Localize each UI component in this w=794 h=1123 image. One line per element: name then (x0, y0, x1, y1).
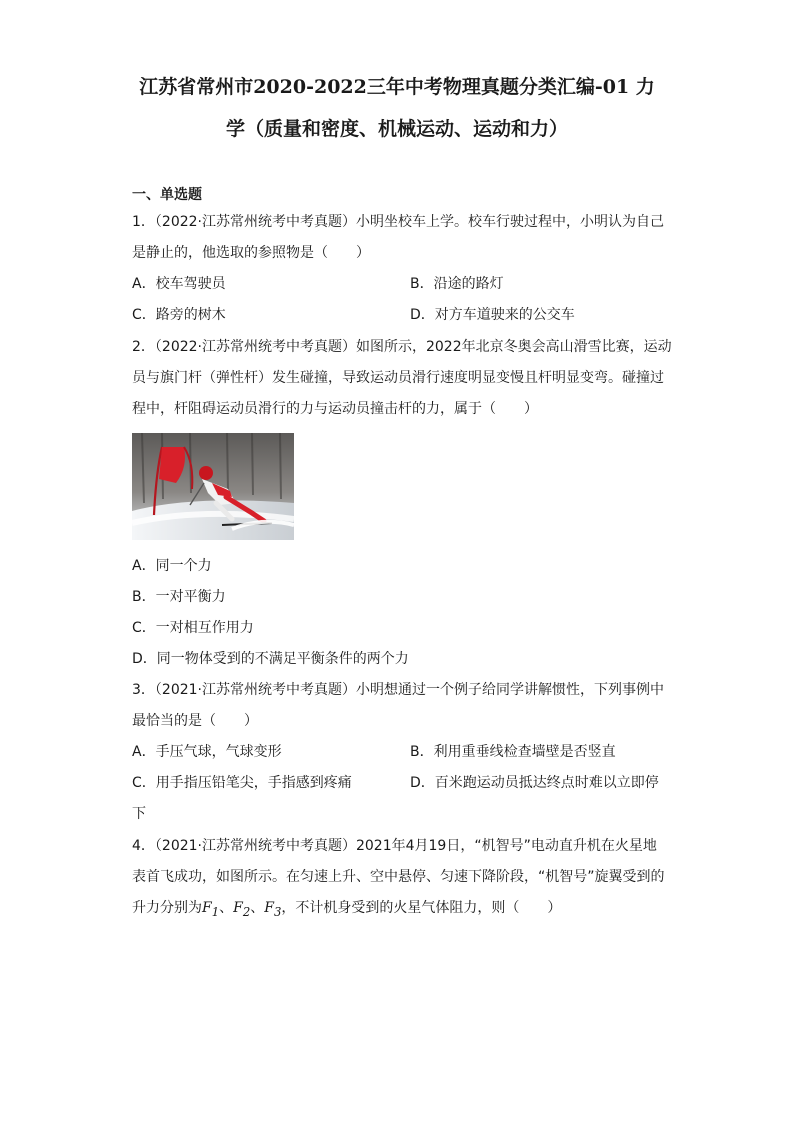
q2-option-d: D．同一物体受到的不满足平衡条件的两个力 (132, 651, 409, 667)
q4-stem-line-1: 4．（2021·江苏常州统考中考真题）2021年4月19日，“机智号”电动直升机在火星地 (132, 838, 657, 854)
q2-stem-line-2: 员与旗门杆（弹性杆）发生碰撞，导致运动员滑行速度明显变慢且杆明显变弯。碰撞过 (132, 370, 664, 386)
q1-option-a: A．校车驾驶员 (132, 276, 226, 292)
q3-option-d: D．百米跑运动员抵达终点时难以立即停 (410, 775, 659, 791)
q2-option-b: B．一对平衡力 (132, 589, 226, 605)
q3-stem-line-1: 3．（2021·江苏常州统考中考真题）小明想通过一个例子给同学讲解惯性，下列事例中 (132, 682, 664, 698)
document-title (120, 66, 674, 150)
force-f1: $F_1$ (202, 900, 220, 919)
q2-option-a: A．同一个力 (132, 558, 212, 574)
q4-stem-line-3: 升力分别为$F_1$、$F_2$、$F_3$，不计机身受到的火星气体阻力，则（ ） (132, 900, 562, 919)
q4-line3-prefix: 升力分别为 (132, 900, 202, 916)
section-heading: 一、单选题 (132, 187, 202, 203)
q3-option-d-continued: 下 (132, 806, 146, 822)
force-f2: $F_2$ (233, 900, 251, 919)
q1-stem-line-2: 是静止的，他选取的参照物是（ ） (132, 245, 370, 261)
q1-option-d: D．对方车道驶来的公交车 (410, 307, 575, 323)
q3-option-a: A．手压气球，气球变形 (132, 744, 282, 760)
q4-stem-line-2: 表首飞成功，如图所示。在匀速上升、空中悬停、匀速下降阶段，“机智号”旋翼受到的 (132, 869, 665, 885)
q1-option-c: C．路旁的树木 (132, 307, 226, 323)
q2-stem-line-3: 程中，杆阻碍运动员滑行的力与运动员撞击杆的力，属于（ ） (132, 401, 538, 417)
title-line-2: 学（质量和密度、机械运动、运动和力） (225, 118, 568, 140)
q1-stem-line-1: 1．（2022·江苏常州统考中考真题）小明坐校车上学。校车行驶过程中，小明认为自己 (132, 214, 664, 230)
q2-option-c: C．一对相互作用力 (132, 620, 254, 636)
title-line-1: 江苏省常州市2020-2022三年中考物理真题分类汇编-01 力 (139, 76, 655, 98)
q3-option-b: B．利用重垂线检查墙壁是否竖直 (410, 744, 616, 760)
q3-stem-line-2: 最恰当的是（ ） (132, 713, 258, 729)
q1-option-b: B．沿途的路灯 (410, 276, 504, 292)
q4-line3-suffix: ，不计机身受到的火星气体阻力，则（ ） (281, 900, 562, 916)
force-f3: $F_3$ (264, 900, 282, 919)
q2-stem-line-1: 2．（2022·江苏常州统考中考真题）如图所示，2022年北京冬奥会高山滑雪比赛，运动 (132, 339, 672, 355)
skier-illustration (132, 433, 294, 540)
q3-option-c: C．用手指压铅笔尖，手指感到疼痛 (132, 775, 352, 791)
skier-photo (132, 433, 294, 540)
